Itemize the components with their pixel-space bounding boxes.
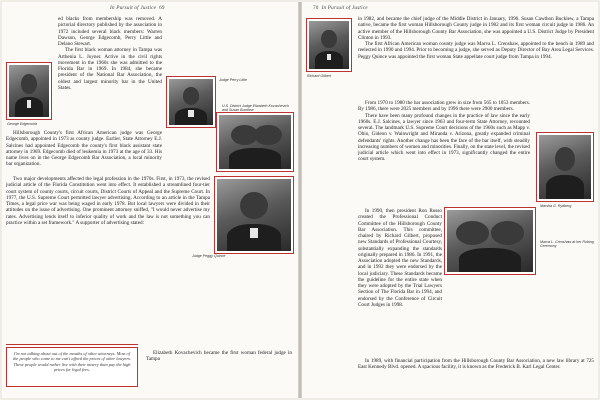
- left-paragraph-4: Two major developments affected the legal profession in the 1970s. First, in 1973, the revised judicial article of the Florida Constitution went into effect. It established a streamlined four-tier court system of county courts, circuit courts, District Courts of Appeal and the Supreme Court. In 1977, the U.S. Supreme Court permitted lawyer advertising. According to an article in the Tampa Times, a legal price war was being waged in early 1978. But local lawyers were divided in their attitudes on the issue of advertising. One prominent attorney sniffed, "I would never advertise my rates. Advertising lends itself to inferior quality of work and the law is not something you can practice within a set framework." A supporter of advertising stated:: [6, 176, 210, 226]
- caption-crenshaw-robing: Marva L. Crenshaw at her Robing Ceremony: [540, 240, 594, 249]
- right-running-head: [310, 5, 368, 11]
- left-paragraph-5: Elizabeth Kovachevich became the first woman federal judge in Tampa: [146, 350, 292, 363]
- right-running-head-title: In Pursuit of Justice: [321, 5, 368, 11]
- right-text-top: [358, 16, 594, 60]
- caption-george-edgecomb: George Edgecomb: [7, 122, 38, 126]
- right-text-bottom: [358, 358, 594, 371]
- right-paragraph-1: in 1982, and became the chief judge of the Middle District in January, 1996. Susan Cawthon Bucklew, a Tampa native, became the first woman Hillsborough County judge in 1982 and its first woman circuit judge in 1986. An active member of the Hillsborough County Bar Association, she was appointed a U.S. District Judge by President Clinton in 1993.: [358, 16, 594, 41]
- photo-perry-little: [166, 76, 216, 128]
- left-paragraph-2: The first black woman attorney in Tampa was Arthenia L. Joyner. Active in the civil rights movement in the 1960s she was admitted to the Florida Bar in 1969. In 1984, she became president of the National Bar Association, the oldest and largest minority bar in the United States.: [58, 47, 162, 91]
- caption-perry-little: Judge Perry Little: [219, 78, 247, 82]
- right-paragraph-3: From 1970 to 1980 the bar association grew in size from 565 to 1053 members. By 1986, there were 2025 members and by 1996 there were 2900 members.: [358, 100, 530, 113]
- photo-peggy-quince: [214, 176, 294, 254]
- photo-richard-gilbert: [306, 18, 352, 72]
- photo-kovachevich-bucklew: [216, 112, 294, 172]
- right-paragraph-5: In 1990, then president Ron Russo created the Professional Conduct Committee of the Hillsborough County Bar Association. This committee, chaired by Richard Gilbert, proposed new Standards of Professional Courtesy, substantially expanding the standards originally prepared in 1986. In 1991, the Association adopted the new Standards, and in 1992 they were endorsed by the local judiciary. These Standards became the guideline for the entire state when they were adopted by the Trial Lawyers Section of The Florida Bar in 1994, and endorsed by the Conference of Circuit Court Judges in 1998.: [358, 208, 442, 308]
- caption-richard-gilbert: Richard Gilbert: [307, 74, 331, 78]
- photo-marsha-rydberg: [536, 132, 594, 202]
- left-page-number: 69: [159, 5, 165, 11]
- right-page-number: 70: [313, 5, 319, 11]
- left-paragraph-3: Hillsborough County's first African American judge was George Edgecomb, appointed in 1973 as county judge. Earlier, State Attorney E.J. Salcines had appointed Edgecomb the county's first black assistant state attorney in 1969. Edgecomb died of leukemia in 1973 at the age of 33. His name lives on in the George Edgecomb Bar Association, a local minority bar organization.: [6, 130, 162, 168]
- caption-marsha-rydberg: Marsha G. Rydberg: [540, 204, 572, 208]
- left-text-lower: [6, 176, 210, 226]
- left-running-head: [110, 5, 168, 11]
- right-paragraph-4: There have been many profound changes in the practice of law since the early 1960s. E.J. Salcines, a lawyer since 1963 and four-term State Attorney, recounted several. The landmark U.S. Supreme Court decisions of the 1960s such as Mapp v. Ohio, Gideon v. Wainwright and Miranda v. Arizona, greatly expanded criminal defendants' rights. Another change has been the face of the bar itself, with steadily increasing numbers of women and minorities. Finally, on the state level, the revised judicial article which went into effect in 1973, significantly changed the entire court system.: [358, 112, 530, 163]
- left-text-mid: [6, 130, 162, 168]
- photo-crenshaw-robing: [444, 207, 536, 275]
- caption-peggy-quince: Judge Peggy Quince: [192, 254, 226, 258]
- right-paragraph-6: In 1989, with financial participation from the Hillsborough County Bar Association, a new law library at 725 East Kennedy Blvd. opened. A spacious facility, it is known as the Frederick B. Karl Legal Center.: [358, 358, 594, 371]
- pull-quote-advertising: I'm not talking about out of the mouths of other attorneys. Most of the people who come to me can't afford the prices of other lawyers. These people would rather live with their misery than pay the high prices for legal fees.: [6, 347, 138, 387]
- pull-quote-rule: [6, 344, 138, 345]
- right-paragraph-2: The first African American woman county judge was Marva L. Crenshaw, appointed to the bench in 1989 and reelected in 1990 and 1994. Prior to becoming a judge, she served as Deputy Director of Bay Area Legal Services. Peggy Quince was appointed the first woman State appellate court judge from Tampa in 1994.: [358, 41, 594, 60]
- left-text-top: [58, 16, 162, 91]
- left-text-bottom: [146, 350, 292, 363]
- right-page: [302, 2, 598, 398]
- left-running-head-title: In Pursuit of Justice: [110, 5, 157, 11]
- right-text-mid: [358, 100, 530, 163]
- right-text-lower: [358, 208, 442, 308]
- caption-kovachevich-bucklew: U.S. District Judge Elizabeth Kovachevich and Susan Bucklew: [222, 104, 289, 113]
- photo-george-edgecomb: [6, 62, 52, 120]
- left-paragraph-1: ed blacks from membership was removed. A pictorial directory published by the association in 1972 included several black members: Warren Dawson, George Edgecomb, Perry Little and Delano Stewart.: [58, 16, 162, 47]
- left-page: [2, 2, 298, 398]
